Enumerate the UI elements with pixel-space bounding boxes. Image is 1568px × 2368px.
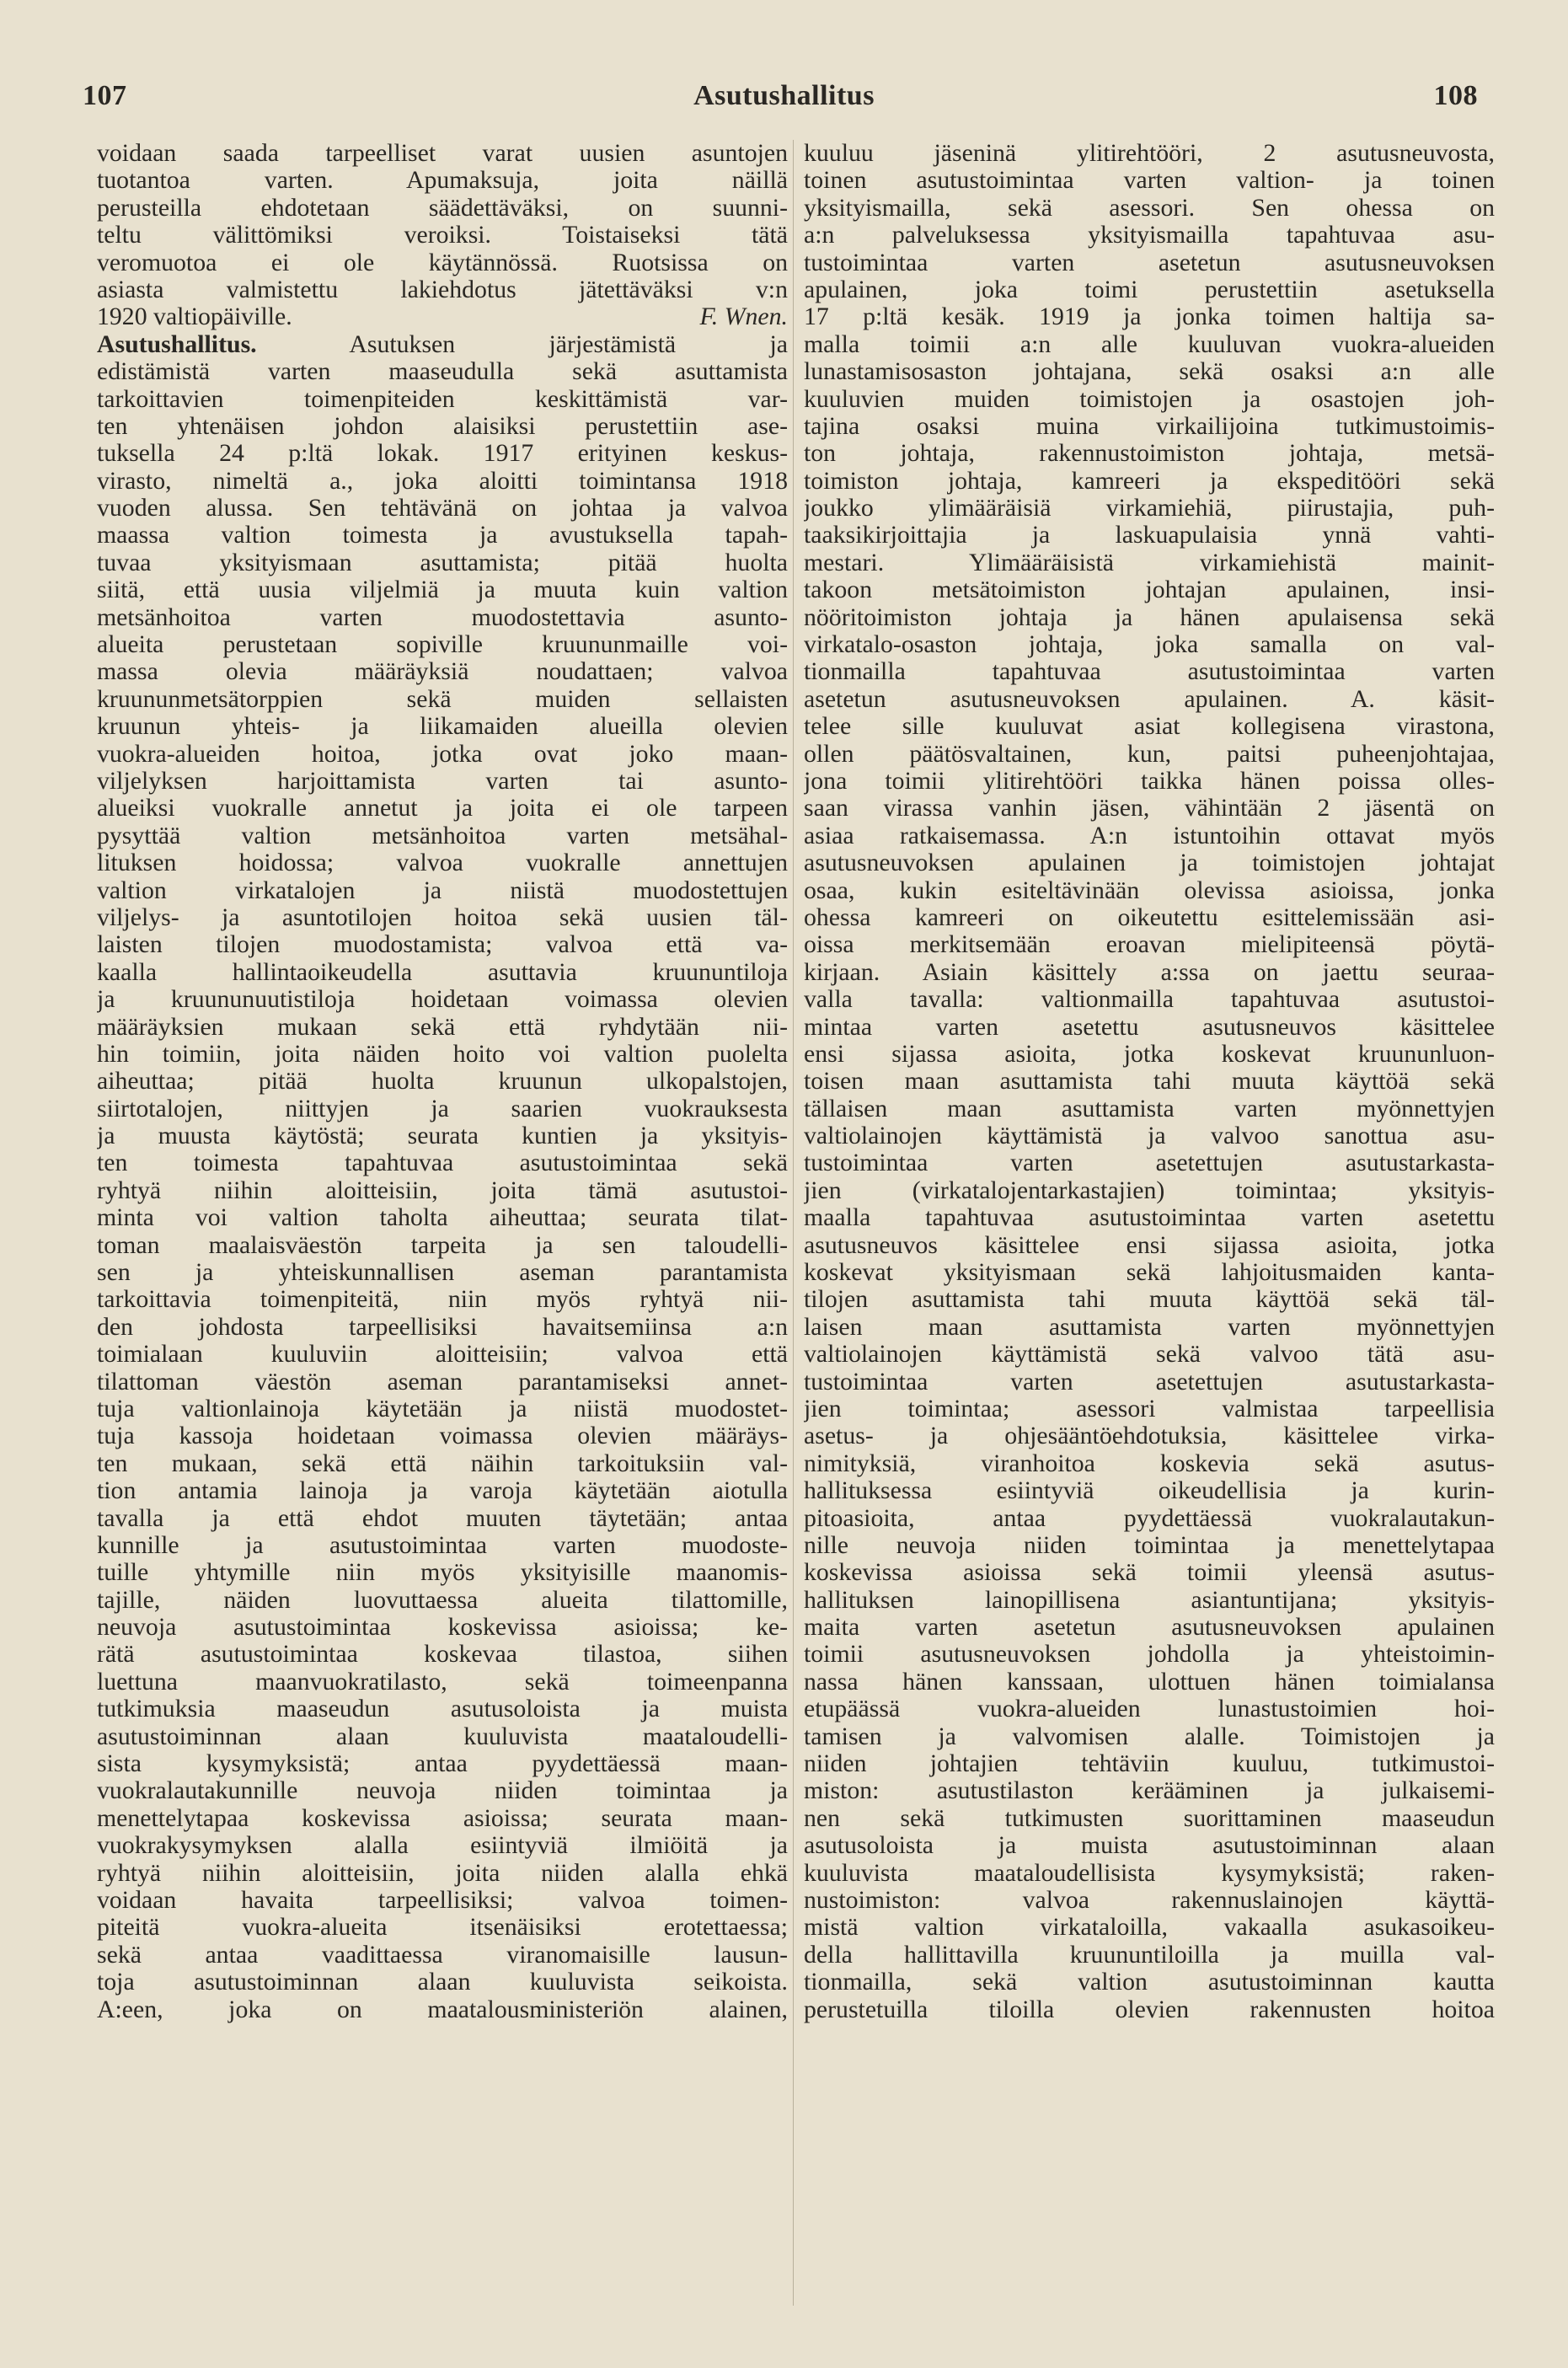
text-line: tilattoman väestön aseman parantamiseksi annet- [97,1368,788,1396]
text-line: tustoimintaa varten asetettujen asutustarkasta- [804,1368,1495,1396]
running-title: Asutushallitus [693,80,875,111]
text-line: kruununmetsätorppien sekä muiden sellaisten [97,685,788,713]
text-line: alueita perustetaan sopiville kruununmaille voi- [97,631,788,659]
text-line: tarkoittavien toimenpiteiden keskittämistä var- [97,385,788,413]
text-line: metsänhoitoa varten muodostettavia asunto- [97,603,788,631]
text-line: koskevissa asioissa sekä toimii yleensä asutus- [804,1559,1495,1587]
text-line: laisten tilojen muodostamista; valvoa että va- [97,931,788,959]
page-number-right: 108 [1433,80,1478,111]
text-line: 17 p:ltä kesäk. 1919 ja jonka toimen haltija sa- [804,303,1495,331]
text-line: asutustoiminnan alaan kuuluvista maataloudelli- [97,1722,788,1750]
text-line: asiasta valmistettu lakiehdotus jätettäväksi v:n [97,276,788,303]
entry-heading-rest: Asutuksen järjestämistä ja [256,330,788,358]
text-line: virasto, nimeltä a., joka aloitti toimintansa 1918 [97,467,788,495]
text-line: ryhtyä niihin aloitteisiin, joita tämä asutustoi- [97,1176,788,1204]
text-line: toimiston johtaja, kamreeri ja ekspeditööri sekä [804,467,1495,495]
text-line: sekä antaa vaadittaessa viranomaisille lausun- [97,1941,788,1969]
left-column-body [97,358,788,2023]
text-line: ryhtyä niihin aloitteisiin, joita niiden alalla ehkä [97,1859,788,1887]
text-line: tuotantoa varten. Apumaksuja, joita näillä [97,167,788,195]
text-line: jona toimii ylitirehtööri taikka hänen poissa olles- [804,767,1495,795]
text-line: asiaa ratkaisemassa. A:n istuntoihin ottavat myös [804,822,1495,849]
text-line: edistämistä varten maaseudulla sekä asuttamista [97,358,788,386]
text-line: maassa valtion toimesta ja avustuksella tapah- [97,522,788,549]
entry-term: Asutushallitus. [97,330,257,358]
text-line: asutusneuvoksen apulainen ja toimistojen johtajat [804,849,1495,877]
text-line: teltu välittömiksi veroiksi. Toistaiseksi tätä [97,222,788,249]
text-line: alueiksi vuokralle annetut ja joita ei ole tarpeen [97,795,788,822]
text-line: toimialaan kuuluviin aloitteisiin; valvoa että [97,1341,788,1369]
text-line: toimii asutusneuvoksen johdolla ja yhteistoimin- [804,1641,1495,1669]
text-line: telee sille kuuluvat asiat kollegisena virastona, [804,713,1495,741]
text-line: tustoimintaa varten asetetun asutusneuvoksen [804,249,1495,276]
text-line: nen sekä tutkimusten suorittaminen maaseudun [804,1804,1495,1832]
text-line: ja muusta käytöstä; seurata kuntien ja yksityis- [97,1122,788,1150]
text-line: ohessa kamreeri on oikeutettu esittelemissään asi- [804,903,1495,931]
text-line: valtiolainojen käyttämistä ja valvoo sanottua asu- [804,1122,1495,1150]
text-line: mintaa varten asetettu asutusneuvos käsittelee [804,1013,1495,1041]
text-line: nille neuvoja niiden toimintaa ja menettelytapaa [804,1531,1495,1559]
text-line: toja asutustoiminnan alaan kuuluvista seikoista. [97,1969,788,1996]
text-line: takoon metsätoimiston johtajan apulainen, insi- [804,576,1495,604]
text-line: aiheuttaa; pitää huolta kruunun ulkopalstojen, [97,1068,788,1096]
text-line: viljelyksen harjoittamista varten tai asunto- [97,767,788,795]
text-line: vuokrakysymyksen alalla esiintyviä ilmiöitä ja [97,1832,788,1860]
text-line: maalla tapahtuvaa asutustoimintaa varten asetettu [804,1204,1495,1232]
text-line: della hallittavilla kruununtiloilla ja muilla val- [804,1941,1495,1969]
text-line: viljelys- ja asuntotilojen hoitoa sekä uusien täl- [97,903,788,931]
text-line: ten toimesta tapahtuvaa asutustoimintaa sekä [97,1149,788,1177]
text-line: ton johtaja, rakennustoimiston johtaja, metsä- [804,440,1495,468]
text-line: etupäässä vuokra-alueiden lunastustoimien hoi- [804,1696,1495,1723]
text-line: tavalla ja että ehdot muuten täytetään; antaa [97,1504,788,1532]
text-line: tionmailla, sekä valtion asutustoiminnan kautta [804,1969,1495,1996]
text-line: taaksikirjoittajia ja laskuapulaisia ynnä vahti- [804,522,1495,549]
text-line: vuokra-alueiden hoitoa, jotka ovat joko maan- [97,740,788,768]
text-line: tarkoittavia toimenpiteitä, niin myös ryhtyä nii- [97,1286,788,1314]
text-line: ten yhtenäisen johdon alaisiksi perustettiin ase- [97,412,788,440]
text-line: oissa merkitsemään eroavan mielipiteensä pöytä- [804,931,1495,959]
text-line: tuille yhtymille niin myös yksityisille maanomis- [97,1559,788,1587]
text-line: hallituksessa esiintyviä oikeudellisia ja kurin- [804,1477,1495,1505]
text-line: kunnille ja asutustoimintaa varten muodoste- [97,1531,788,1559]
text-line: menettelytapaa koskevissa asioissa; seurata maan- [97,1804,788,1832]
author-signature: F. Wnen. [699,303,788,331]
text-line: malla toimii a:n alle kuuluvan vuokra-alueiden [804,330,1495,358]
text-line: pysyttää valtion metsänhoitoa varten metsähal- [97,822,788,849]
text-line: asutusneuvos käsittelee ensi sijassa asioita, jotka [804,1231,1495,1259]
text-line: kuuluu jäseninä ylitirehtööri, 2 asutusneuvosta, [804,140,1495,167]
text-line: yksityismailla, sekä asessori. Sen ohessa on [804,194,1495,222]
text-line: voidaan saada tarpeelliset varat uusien asuntojen [97,140,788,167]
text-line: virkatalo-osaston johtaja, joka samalla on val- [804,631,1495,659]
text-line: piteitä vuokra-alueita itsenäisiksi erotettaessa; [97,1914,788,1942]
text-line: luettuna maanvuokratilasto, sekä toimeenpanna [97,1668,788,1696]
text-line: sista kysymyksistä; antaa pyydettäessä maan- [97,1750,788,1778]
signed-line-text: 1920 valtiopäiville. [97,303,292,331]
text-line: tällaisen maan asuttamista varten myönnettyjen [804,1095,1495,1122]
text-line: ensi sijassa asioita, jotka koskevat kruununluon- [804,1040,1495,1068]
text-line: kuuluvista maataloudellisista kysymyksistä; raken- [804,1859,1495,1887]
text-line: tajina osaksi muina virkailijoina tutkimustoimis- [804,412,1495,440]
text-line: saan virassa vanhin jäsen, vähintään 2 jäsentä on [804,795,1495,822]
column-divider [793,140,794,2306]
text-line: valtiolainojen käyttämistä sekä valvoo tätä asu- [804,1341,1495,1369]
text-line: nassa hänen kanssaan, ulottuen hänen toimialansa [804,1668,1495,1696]
page-header [0,0,1568,135]
text-line: toisen maan asuttamista tahi muuta käyttöä sekä [804,1068,1495,1096]
text-line: asetus- ja ohjesääntöehdotuksia, käsittelee virka- [804,1422,1495,1450]
page-number-left: 107 [83,80,127,111]
text-line: siitä, että uusia viljelmiä ja muuta kuin valtion [97,576,788,604]
text-line: rätä asutustoimintaa koskevaa tilastoa, siihen [97,1641,788,1669]
text-line: tuja kassoja hoidetaan voimassa olevien määräys- [97,1422,788,1450]
text-line: siirtotalojen, niittyjen ja saarien vuokrauksesta [97,1095,788,1122]
text-line: toinen asutustoimintaa varten valtion- ja toinen [804,167,1495,195]
text-line: jien toimintaa; asessori valmistaa tarpeellisia [804,1395,1495,1422]
text-line: valtion virkatalojen ja niistä muodostettujen [97,876,788,904]
text-line: tajille, näiden luovuttaessa alueita tilattomille, [97,1586,788,1614]
text-line: tuksella 24 p:ltä lokak. 1917 erityinen keskus- [97,440,788,468]
text-line: koskevat yksityismaan sekä lahjoitusmaiden kanta- [804,1259,1495,1287]
text-line: kuuluvien muiden toimistojen ja osastojen joh- [804,385,1495,413]
left-column [97,140,788,2023]
text-line: nööritoimiston johtaja ja hänen apulaisensa sekä [804,603,1495,631]
text-line: tuja valtionlainoja käytetään ja niistä muodostet- [97,1395,788,1422]
text-line: valla tavalla: valtionmailla tapahtuvaa asutustoi- [804,986,1495,1014]
text-line: massa olevia määräyksiä noudattaen; valvoa [97,658,788,686]
text-line: laisen maan asuttamista varten myönnettyjen [804,1313,1495,1341]
text-line: osaa, kukin esiteltävinään olevissa asioissa, jonka [804,876,1495,904]
text-line: maita varten asetetun asutusneuvoksen apulainen [804,1614,1495,1642]
text-line: lunastamisosaston johtajana, sekä osaksi a:n alle [804,358,1495,386]
text-line: lituksen hoidossa; valvoa vuokralle annettujen [97,849,788,877]
text-line: tionmailla tapahtuvaa asutustoimintaa varten [804,658,1495,686]
text-line: voidaan havaita tarpeellisiksi; valvoa toimen- [97,1887,788,1914]
text-line: toman maalaisväestön tarpeita ja sen taloudelli- [97,1231,788,1259]
text-line: hin toimiin, joita näiden hoito voi valtion puolelta [97,1040,788,1068]
text-line: joukko ylimääräisiä virkamiehiä, piirustajia, puh- [804,495,1495,522]
text-line: hallituksen lainopillisena asiantuntijana; yksityis- [804,1586,1495,1614]
text-line: niiden johtajien tehtäviin kuuluu, tutkimustoi- [804,1750,1495,1778]
text-line: A:een, joka on maatalousministeriön alainen, [97,1996,788,2023]
text-line: ten mukaan, sekä että näihin tarkoituksiin val- [97,1449,788,1477]
text-line: kruunun yhteis- ja liikamaiden alueilla olevien [97,713,788,741]
text-line: nimityksiä, viranhoitoa koskevia sekä asutus- [804,1449,1495,1477]
text-line: perustetuilla tiloilla olevien rakennusten hoitoa [804,1996,1495,2023]
text-line: tutkimuksia maaseudun asutusoloista ja muista [97,1696,788,1723]
text-line: vuokralautakunnille neuvoja niiden toimintaa ja [97,1777,788,1805]
text-line: veromuotoa ei ole käytännössä. Ruotsissa on [97,249,788,276]
text-line: minta voi valtion taholta aiheuttaa; seurata tilat- [97,1204,788,1232]
text-line: jien (virkatalojentarkastajien) toimintaa; yksityis- [804,1176,1495,1204]
right-column-body [804,140,1495,2023]
signed-line [97,303,788,330]
text-line: mestari. Ylimääräisistä virkamiehistä mainit- [804,549,1495,576]
text-line: neuvoja asutustoimintaa koskevissa asioissa; ke- [97,1614,788,1642]
text-line: tion antamia lainoja ja varoja käytetään aiotulla [97,1477,788,1505]
text-line: tuvaa yksityismaan asuttamista; pitää huolta [97,549,788,576]
text-line: määräyksien mukaan sekä että ryhdytään nii- [97,1013,788,1041]
text-line: den johdosta tarpeellisiksi havaitsemiinsa a:n [97,1313,788,1341]
left-column-intro [97,140,788,303]
text-line: kaalla hallintaoikeudella asuttavia kruununtiloja [97,958,788,986]
text-line: pitoasioita, antaa pyydettäessä vuokralautakun- [804,1504,1495,1532]
text-line: mistä valtion virkataloilla, vakaalla asukasoikeu- [804,1914,1495,1942]
text-line: tustoimintaa varten asetettujen asutustarkasta- [804,1149,1495,1177]
text-line: vuoden alussa. Sen tehtävänä on johtaa ja valvoa [97,495,788,522]
text-line: kirjaan. Asiain käsittely a:ssa on jaettu seuraa- [804,958,1495,986]
text-line: apulainen, joka toimi perustettiin asetuksella [804,276,1495,303]
text-line: perusteilla ehdotetaan säädettäväksi, on suunni- [97,194,788,222]
text-line: a:n palveluksessa yksityismailla tapahtuvaa asu- [804,222,1495,249]
text-line: ollen päätösvaltainen, kun, paitsi puheenjohtajaa, [804,740,1495,768]
text-line: miston: asutustilaston kerääminen ja julkaisemi- [804,1777,1495,1805]
text-line: nustoimiston: valvoa rakennuslainojen käyttä- [804,1887,1495,1914]
entry-heading-line [97,331,788,358]
right-column [804,140,1495,2023]
text-line: sen ja yhteiskunnallisen aseman parantamista [97,1259,788,1287]
text-line: asutusoloista ja muista asutustoiminnan alaan [804,1832,1495,1860]
text-line: ja kruununuutistiloja hoidetaan voimassa olevien [97,986,788,1014]
text-line: tamisen ja valvomisen alalle. Toimistojen ja [804,1722,1495,1750]
text-line: asetetun asutusneuvoksen apulainen. A. käsit- [804,685,1495,713]
text-line: tilojen asuttamista tahi muuta käyttöä sekä täl- [804,1286,1495,1314]
